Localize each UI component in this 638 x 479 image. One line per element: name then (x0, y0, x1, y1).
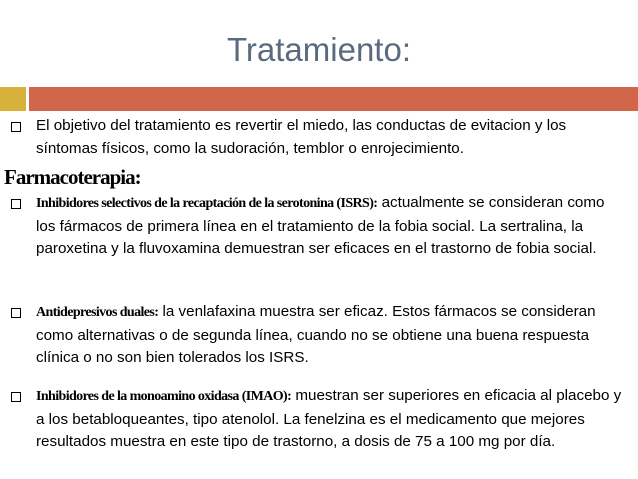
bullet-square-icon (11, 308, 21, 318)
item-text: actualmente se consideran como los fármacos de primera línea en el tratamiento de la fobia social. La sertralina, la paroxetina y la fluvoxamina demuestran ser eficaces en el trastorno de fobia social. (36, 194, 605, 257)
item-term: Inhibidores selectivos de la recaptación de la serotonina (ISRS): (36, 196, 378, 211)
accent-bar-left (0, 87, 26, 111)
bullet-square-icon (11, 122, 21, 132)
item-text: la venlafaxina muestra ser eficaz. Estos fármacos se consideran como alternativas o de segunda línea, cuando no se obtiene una buena respuesta clínica o no son bien tolerados los ISRS. (36, 303, 596, 366)
list-item (36, 192, 626, 261)
list-item (36, 385, 626, 454)
bullet-square-icon (11, 199, 21, 209)
accent-bar-right (29, 87, 638, 111)
item-term: Antidepresivos duales: (36, 305, 159, 320)
item-text: muestran ser superiores en eficacia al placebo y a los betabloqueantes, tipo atenolol. La fenelzina es el medicamento que mejores resultados muestra en este tipo de trastorno, a dosis de 75 a 100 mg por día. (36, 387, 622, 450)
list-item (36, 301, 626, 370)
slide-title: Tratamiento: (226, 31, 411, 68)
intro-paragraph: El objetivo del tratamiento es revertir el miedo, las conductas de evitacion y los síntomas físicos, como la sudoración, temblor o enrojecimiento. (36, 117, 567, 157)
section-heading: Farmacoterapia: (4, 165, 141, 189)
bullet-square-icon (11, 392, 21, 402)
item-term: Inhibidores de la monoamino oxidasa (IMAO): (36, 389, 292, 404)
